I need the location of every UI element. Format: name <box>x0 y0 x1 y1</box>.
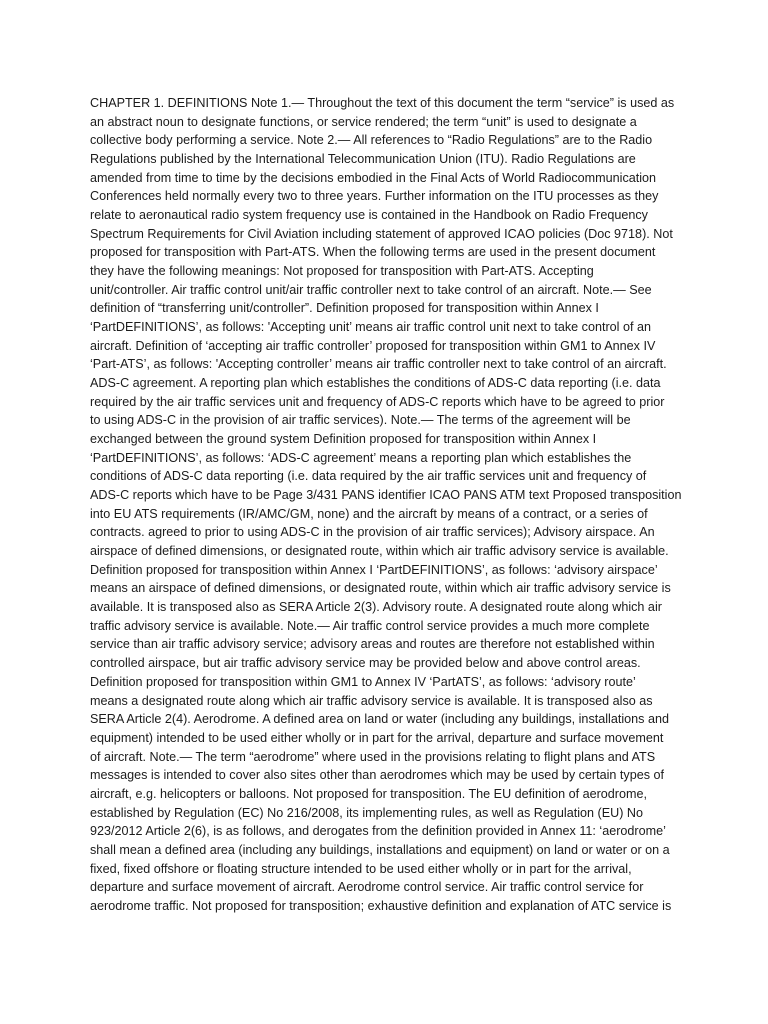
text-line: collective body performing a service. Note 2.— All references to “Radio Regulations” are to the Radio <box>90 133 653 148</box>
text-line: SERA Article 2(4). Aerodrome. A defined area on land or water (including any buildings, installations and <box>90 712 669 727</box>
text-line: airspace of defined dimensions, or designated route, within which air traffic advisory service is available. <box>90 544 669 559</box>
text-line: Definition proposed for transposition within Annex I ‘PartDEFINITIONS’, as follows: ‘advisory airspace’ <box>90 562 658 577</box>
text-line: service than air traffic advisory service; advisory areas and routes are therefore not established within <box>90 637 655 652</box>
text-line: exchanged between the ground system Definition proposed for transposition within Annex I <box>90 432 597 447</box>
text-line: Conferences held normally every two to three years. Further information on the ITU processes as they <box>90 189 659 204</box>
text-line: means a designated route along which air traffic advisory service is available. It is transposed also as <box>90 693 653 708</box>
text-line: an abstract noun to designate functions, or service rendered; the term “unit” is used to designate a <box>90 114 637 129</box>
text-line: Regulations published by the International Telecommunication Union (ITU). Radio Regulations are <box>90 152 636 167</box>
text-line: departure and surface movement of aircraft. Aerodrome control service. Air traffic control service for <box>90 880 644 895</box>
text-line: amended from time to time by the decisions embodied in the Final Acts of World Radiocommunication <box>90 170 657 185</box>
text-line: equipment) intended to be used either wholly or in part for the arrival, departure and surface movement <box>90 730 664 745</box>
text-line: CHAPTER 1. DEFINITIONS Note 1.— Throughout the text of this document the term “service” is used as <box>90 96 675 110</box>
text-line: definition of “transferring unit/controller”. Definition proposed for transposition within Annex I <box>90 301 599 316</box>
text-line: required by the air traffic services unit and frequency of ADS-C reports which have to be agreed to prior <box>90 394 665 409</box>
text-line: to using ADS-C in the provision of air traffic services). Note.— The terms of the agreement will be <box>90 413 631 428</box>
text-line: into EU ATS requirements (IR/AMC/GM, none) and the aircraft by means of a contract, or a series of <box>90 506 648 521</box>
text-line: messages is intended to cover also sites other than aerodromes which may be used by certain types of <box>90 768 665 783</box>
text-line: ‘PartDEFINITIONS’, as follows: ‘ADS-C agreement’ means a reporting plan which establishes the <box>90 450 632 465</box>
text-line: relate to aeronautical radio system frequency use is contained in the Handbook on Radio Frequency <box>90 208 648 223</box>
text-line: aerodrome traffic. Not proposed for transposition; exhaustive definition and explanation of ATC service is <box>90 898 672 913</box>
body-text <box>90 94 682 916</box>
text-line: contracts. agreed to prior to using ADS-C in the provision of air traffic services); Advisory airspace. An <box>90 525 655 540</box>
text-line: ADS-C agreement. A reporting plan which establishes the conditions of ADS-C data reporting (i.e. data <box>90 376 661 391</box>
text-line: Definition proposed for transposition within GM1 to Annex IV ‘PartATS’, as follows: ‘advisory route’ <box>90 674 636 689</box>
text-line: available. It is transposed also as SERA Article 2(3). Advisory route. A designated route along which air <box>90 600 662 615</box>
text-line: means an airspace of defined dimensions, or designated route, within which air traffic advisory service is <box>90 581 671 596</box>
text-line: aircraft. Definition of ‘accepting air traffic controller’ proposed for transposition within GM1 to Annex IV <box>90 338 656 353</box>
text-line: of aircraft. Note.— The term “aerodrome” where used in the provisions relating to flight plans and ATS <box>90 749 656 764</box>
text-line: proposed for transposition with Part-ATS. When the following terms are used in the present document <box>90 245 656 260</box>
text-line: established by Regulation (EC) No 216/2008, its implementing rules, as well as Regulation (EU) No <box>90 805 643 820</box>
text-line: they have the following meanings: Not proposed for transposition with Part-ATS. Accepting <box>90 264 594 279</box>
text-line: aircraft, e.g. helicopters or balloons. Not proposed for transposition. The EU definition of aerodrome, <box>90 786 647 801</box>
text-line: Spectrum Requirements for Civil Aviation including statement of approved ICAO policies (Doc 9718). Not <box>90 226 673 241</box>
text-line: traffic advisory service is available. Note.— Air traffic control service provides a much more complete <box>90 618 650 633</box>
text-line: controlled airspace, but air traffic advisory service may be provided below and above control areas. <box>90 656 641 671</box>
text-line: unit/controller. Air traffic control unit/air traffic controller next to take control of an aircraft. Note.— See <box>90 282 652 297</box>
text-line: fixed, fixed offshore or floating structure intended to be used either wholly or in part for the arrival, <box>90 861 632 876</box>
text-line: shall mean a defined area (including any buildings, installations and equipment) on land or water or on a <box>90 842 670 857</box>
text-line: ‘PartDEFINITIONS’, as follows: 'Accepting unit’ means air traffic control unit next to take control of an <box>90 320 651 335</box>
text-line: ADS-C reports which have to be Page 3/431 PANS identifier ICAO PANS ATM text Proposed transposition <box>90 488 682 503</box>
text-line: 923/2012 Article 2(6), is as follows, and derogates from the definition provided in Annex 11: ‘aerodrome’ <box>90 824 666 839</box>
text-line: conditions of ADS-C data reporting (i.e. data required by the air traffic services unit and frequency of <box>90 469 647 484</box>
text-line: ‘Part-ATS’, as follows: 'Accepting controller’ means air traffic controller next to take control of an aircraft. <box>90 357 667 372</box>
